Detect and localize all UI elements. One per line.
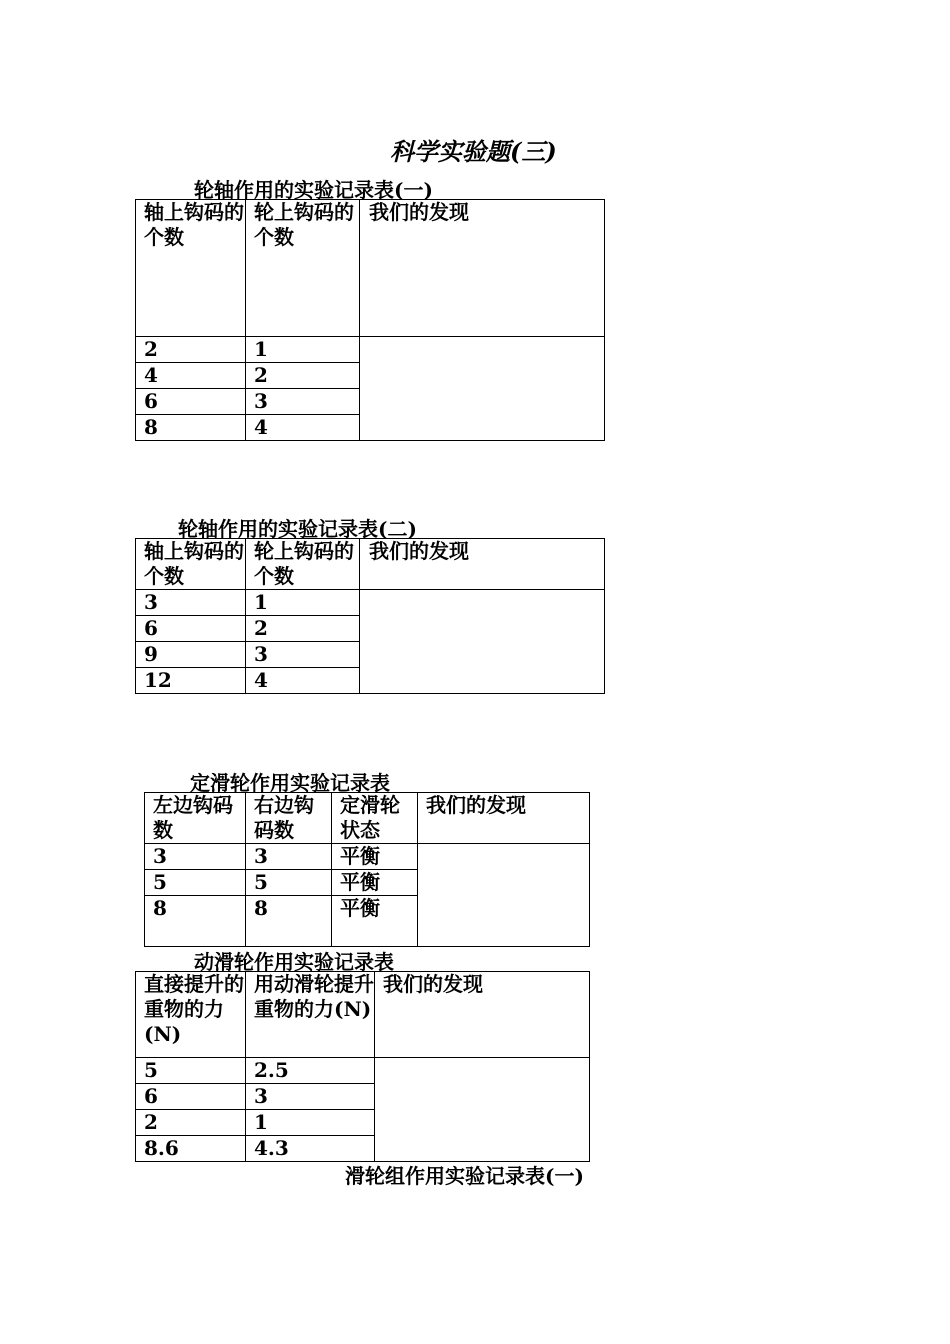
table-cell: 8 xyxy=(145,896,246,947)
wheel-axle-table-1 xyxy=(135,199,605,441)
header-axle-hooks: 轴上钩码的个数 xyxy=(136,200,246,337)
table-cell: 平衡 xyxy=(332,870,418,896)
findings-cell[interactable] xyxy=(360,590,605,694)
table-cell: 3 xyxy=(246,1084,375,1110)
header-direct-force: 直接提升的重物的力(N) xyxy=(136,972,246,1058)
table-cell: 3 xyxy=(145,844,246,870)
table-cell: 6 xyxy=(136,1084,246,1110)
table-cell: 2 xyxy=(136,337,246,363)
header-right-hooks: 右边钩码数 xyxy=(246,793,332,844)
fixed-pulley-table xyxy=(144,792,590,947)
header-axle-hooks: 轴上钩码的个数 xyxy=(136,539,246,590)
table-cell: 5 xyxy=(136,1058,246,1084)
table-cell: 平衡 xyxy=(332,844,418,870)
table-cell: 1 xyxy=(246,337,360,363)
table-caption-movable-pulley: 动滑轮作用实验记录表 xyxy=(194,950,394,974)
table-cell: 4 xyxy=(136,363,246,389)
table-caption-wheel-axle-1: 轮轴作用的实验记录表(一) xyxy=(194,178,433,202)
table-cell: 3 xyxy=(136,590,246,616)
header-wheel-hooks: 轮上钩码的个数 xyxy=(246,539,360,590)
table-cell: 2 xyxy=(136,1110,246,1136)
header-left-hooks: 左边钩码数 xyxy=(145,793,246,844)
table-cell: 5 xyxy=(246,870,332,896)
table-cell: 8.6 xyxy=(136,1136,246,1162)
table-cell: 5 xyxy=(145,870,246,896)
wheel-axle-table-2 xyxy=(135,538,605,694)
table-caption-fixed-pulley: 定滑轮作用实验记录表 xyxy=(190,771,390,795)
table-cell: 2 xyxy=(246,363,360,389)
table-cell: 3 xyxy=(246,642,360,668)
table-cell: 6 xyxy=(136,616,246,642)
table-cell: 8 xyxy=(136,415,246,441)
table-cell: 3 xyxy=(246,389,360,415)
table-cell: 4 xyxy=(246,668,360,694)
table-cell: 4 xyxy=(246,415,360,441)
table-caption-pulley-group: 滑轮组作用实验记录表(一) xyxy=(345,1164,584,1188)
table-cell: 4.3 xyxy=(246,1136,375,1162)
table-cell: 1 xyxy=(246,590,360,616)
header-findings: 我们的发现 xyxy=(418,793,590,844)
table-caption-wheel-axle-2: 轮轴作用的实验记录表(二) xyxy=(178,517,417,541)
findings-cell[interactable] xyxy=(360,337,605,441)
findings-cell[interactable] xyxy=(418,844,590,947)
table-cell: 3 xyxy=(246,844,332,870)
page-title: 科学实验题(三) xyxy=(390,137,557,166)
header-findings: 我们的发现 xyxy=(375,972,590,1058)
header-pulley-force: 用动滑轮提升重物的力(N) xyxy=(246,972,375,1058)
header-findings: 我们的发现 xyxy=(360,539,605,590)
table-cell: 12 xyxy=(136,668,246,694)
table-cell: 2 xyxy=(246,616,360,642)
table-cell: 1 xyxy=(246,1110,375,1136)
findings-cell[interactable] xyxy=(375,1058,590,1162)
table-cell: 8 xyxy=(246,896,332,947)
table-cell: 平衡 xyxy=(332,896,418,947)
movable-pulley-table xyxy=(135,971,590,1162)
header-findings: 我们的发现 xyxy=(360,200,605,337)
table-cell: 2.5 xyxy=(246,1058,375,1084)
table-cell: 9 xyxy=(136,642,246,668)
header-wheel-hooks: 轮上钩码的个数 xyxy=(246,200,360,337)
header-pulley-state: 定滑轮状态 xyxy=(332,793,418,844)
table-cell: 6 xyxy=(136,389,246,415)
